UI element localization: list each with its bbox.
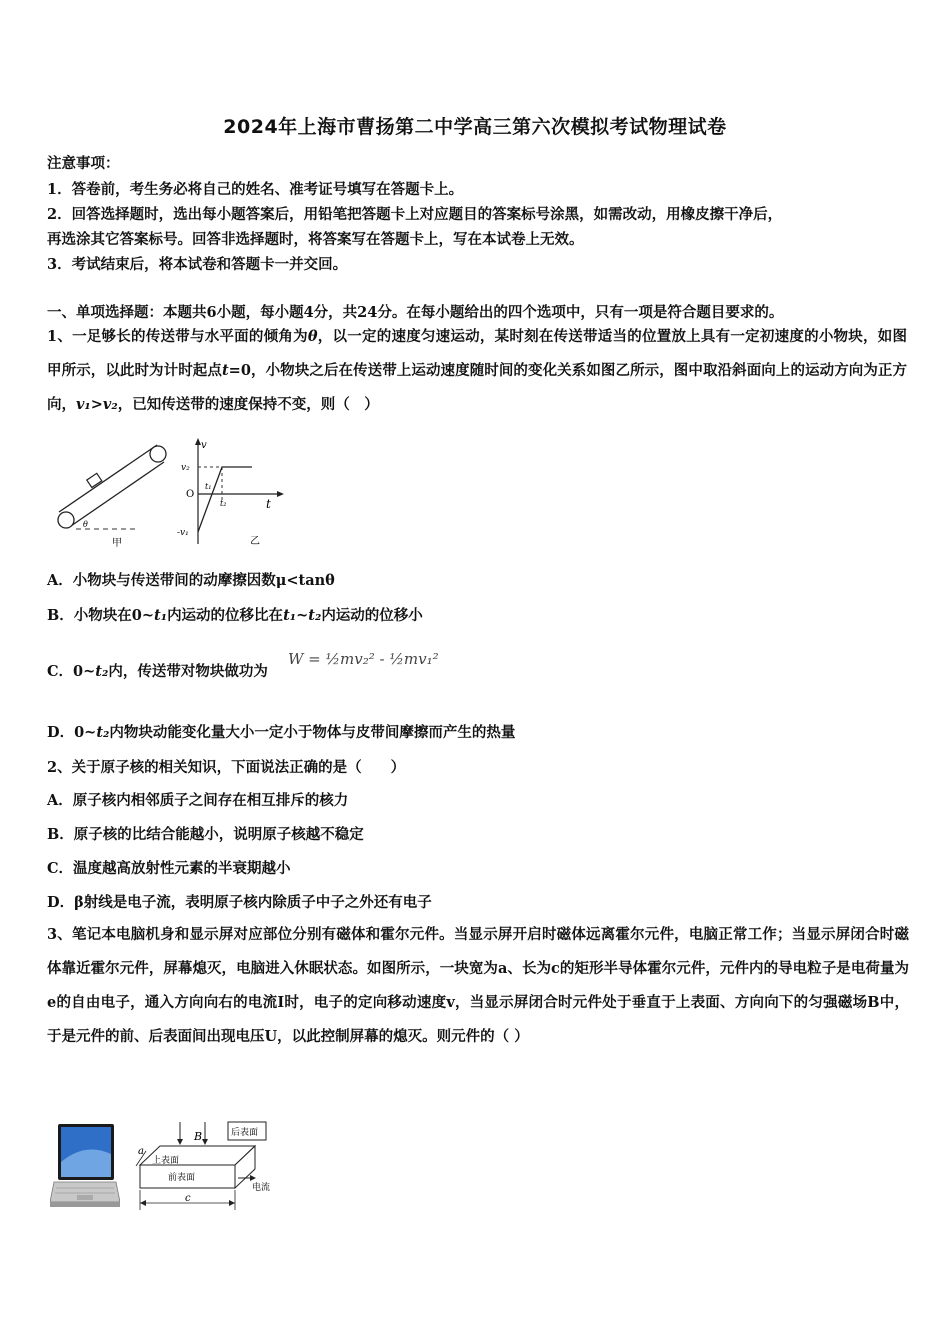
t1-label: t₁ — [205, 482, 212, 491]
figure-label-jia: 甲 — [112, 538, 122, 549]
q2-option: B．原子核的比结合能越小，说明原子核越不稳定 — [47, 826, 364, 843]
notice-item: 3．考试结束后，将本试卷和答题卡一并交回。 — [47, 256, 348, 273]
q1-option-c — [47, 660, 268, 681]
notice-item: 2．回答选择题时，选出每小题答案后，用铅笔把答题卡上对应题目的答案标号涂黑，如需改动，用橡皮擦干净后， — [47, 206, 783, 223]
length-dim-arrow — [140, 1200, 146, 1206]
current-arrow-head — [250, 1175, 256, 1181]
q1-t0-eq: =0 — [228, 362, 251, 379]
laptop-illustration — [50, 1122, 120, 1212]
notice-item: 再选涂其它答案标号。回答非选择题时，将答案写在答题卡上，写在本试卷上无效。 — [47, 231, 584, 248]
q1-option-b-text: 内运动的位移比在 — [167, 607, 284, 624]
conveyor-belt-figure — [50, 432, 170, 550]
neg-v1-label: -v₁ — [177, 528, 189, 538]
belt-lower-roller — [58, 512, 74, 528]
laptop-base-edge — [50, 1202, 120, 1207]
section-header: 一、单项选择题：本题共6小题，每小题4分，共24分。在每小题给出的四个选项中，只有一项是符合题目要求的。 — [47, 304, 784, 321]
q1-option-d-text: 内物块动能变化量大小一定小于物体与皮带间摩擦而产生的热量 — [109, 724, 516, 741]
current-label: 电流 — [252, 1183, 271, 1193]
q1-stem-part: ，已知传送带的速度保持不变，则（ ） — [117, 396, 379, 413]
t-axis-label: t — [266, 497, 271, 511]
hall-element-figure — [130, 1118, 280, 1218]
q1-option-b-t1t2: t₁~t₂ — [283, 607, 322, 624]
front-face-label: 前表面 — [168, 1173, 196, 1183]
t2-label: t₂ — [220, 499, 227, 508]
velocity-time-graph — [172, 436, 290, 548]
q1-option-b — [47, 604, 423, 625]
length-c-label: c — [185, 1193, 191, 1204]
width-a-label: a — [138, 1146, 144, 1157]
q2-option: D．β射线是电子流，表明原子核内除质子中子之外还有电子 — [47, 894, 432, 911]
q1-option-c-text: 内，传送带对物块做功为 — [108, 663, 268, 680]
q1-option-b-text: B．小物块在0~ — [47, 607, 154, 624]
work-formula — [288, 650, 439, 668]
q1-t0: t — [221, 362, 229, 379]
q1-stem-part: 1、一足够长的传送带与水平面的倾角为 — [47, 328, 308, 345]
field-arrow — [202, 1139, 208, 1145]
origin-label: O — [186, 489, 195, 500]
figure-label-yi: 乙 — [250, 536, 260, 547]
laptop-touchpad — [77, 1195, 93, 1200]
q1-option-a: A．小物块与传送带间的动摩擦因数μ<tanθ — [47, 572, 335, 589]
t-axis-arrow — [277, 491, 284, 497]
v2-label: v₂ — [181, 463, 190, 473]
back-face-label: 后表面 — [231, 1128, 259, 1138]
q2-option: A．原子核内相邻质子之间存在相互排斥的核力 — [47, 792, 349, 809]
belt-upper-roller — [150, 446, 166, 462]
q1-option-d-text: D．0~ — [47, 724, 97, 741]
block-on-belt — [87, 473, 102, 487]
q1-option-d — [47, 721, 515, 742]
belt-bottom-line — [68, 462, 164, 528]
q1-stem-part: ，以一定的速度匀速运动，某时刻在传送带适当的位置放上具有一定初速度的小物块，如图甲所示，以此时为计时起点 — [47, 328, 907, 379]
page-title: 2024年上海市曹扬第二中学高三第六次模拟考试物理试卷 — [223, 116, 727, 138]
notice-item: 1．答卷前，考生务必将自己的姓名、准考证号填写在答题卡上。 — [47, 181, 464, 198]
angle-theta-label: θ — [83, 520, 88, 529]
q2-option: C．温度越高放射性元素的半衰期越小 — [47, 860, 291, 877]
field-b-label: B — [194, 1130, 203, 1143]
field-arrow — [177, 1139, 183, 1145]
v-axis-label: v — [201, 440, 207, 451]
q1-option-c-text: C．0~ — [47, 663, 96, 680]
question-3-stem: 3、笔记本电脑机身和显示屏对应部位分别有磁体和霍尔元件。当显示屏开启时磁体远离霍尔元件，电脑正常工作；当显示屏闭合时磁体靠近霍尔元件，屏幕熄灭，电脑进入休眠状态。如图所示，一块宽为a、长为c的矩形半导体霍尔元件，元件内的导电粒子是电荷量为e的自由电子，通入方向向右的电流I时，电子的定向移动速度v，当显示屏闭合时元件处于垂直于上表面、方向向下的匀强磁场B中，于是元件的前、后表面间出现电压U，以此控制屏幕的熄灭。则元件的（ ） — [47, 926, 909, 1045]
length-dim-arrow — [229, 1200, 235, 1206]
q1-option-b-t1: t₁ — [154, 607, 168, 624]
q1-option-d-t2: t₂ — [96, 724, 110, 741]
work-formula-text: W = ½mv₂² - ½mv₁² — [288, 650, 439, 668]
q1-stem-part: ，小物块之后在传送带上运动速度随时间的变化关系如图乙所示，图中取沿斜面向上的运动方向为正方向， — [47, 362, 908, 413]
top-face-label: 上表面 — [152, 1156, 180, 1166]
question-2-stem: 2、关于原子核的相关知识，下面说法正确的是（ ） — [47, 759, 406, 776]
question-1-stem — [47, 320, 907, 422]
q1-v1v2: v₁>v₂ — [76, 396, 118, 413]
belt-top-line — [59, 445, 157, 512]
q1-theta: θ — [307, 328, 318, 345]
q1-option-c-t2: t₂ — [95, 663, 109, 680]
notice-heading: 注意事项： — [47, 155, 120, 172]
q1-option-b-text: 内运动的位移小 — [321, 607, 423, 624]
